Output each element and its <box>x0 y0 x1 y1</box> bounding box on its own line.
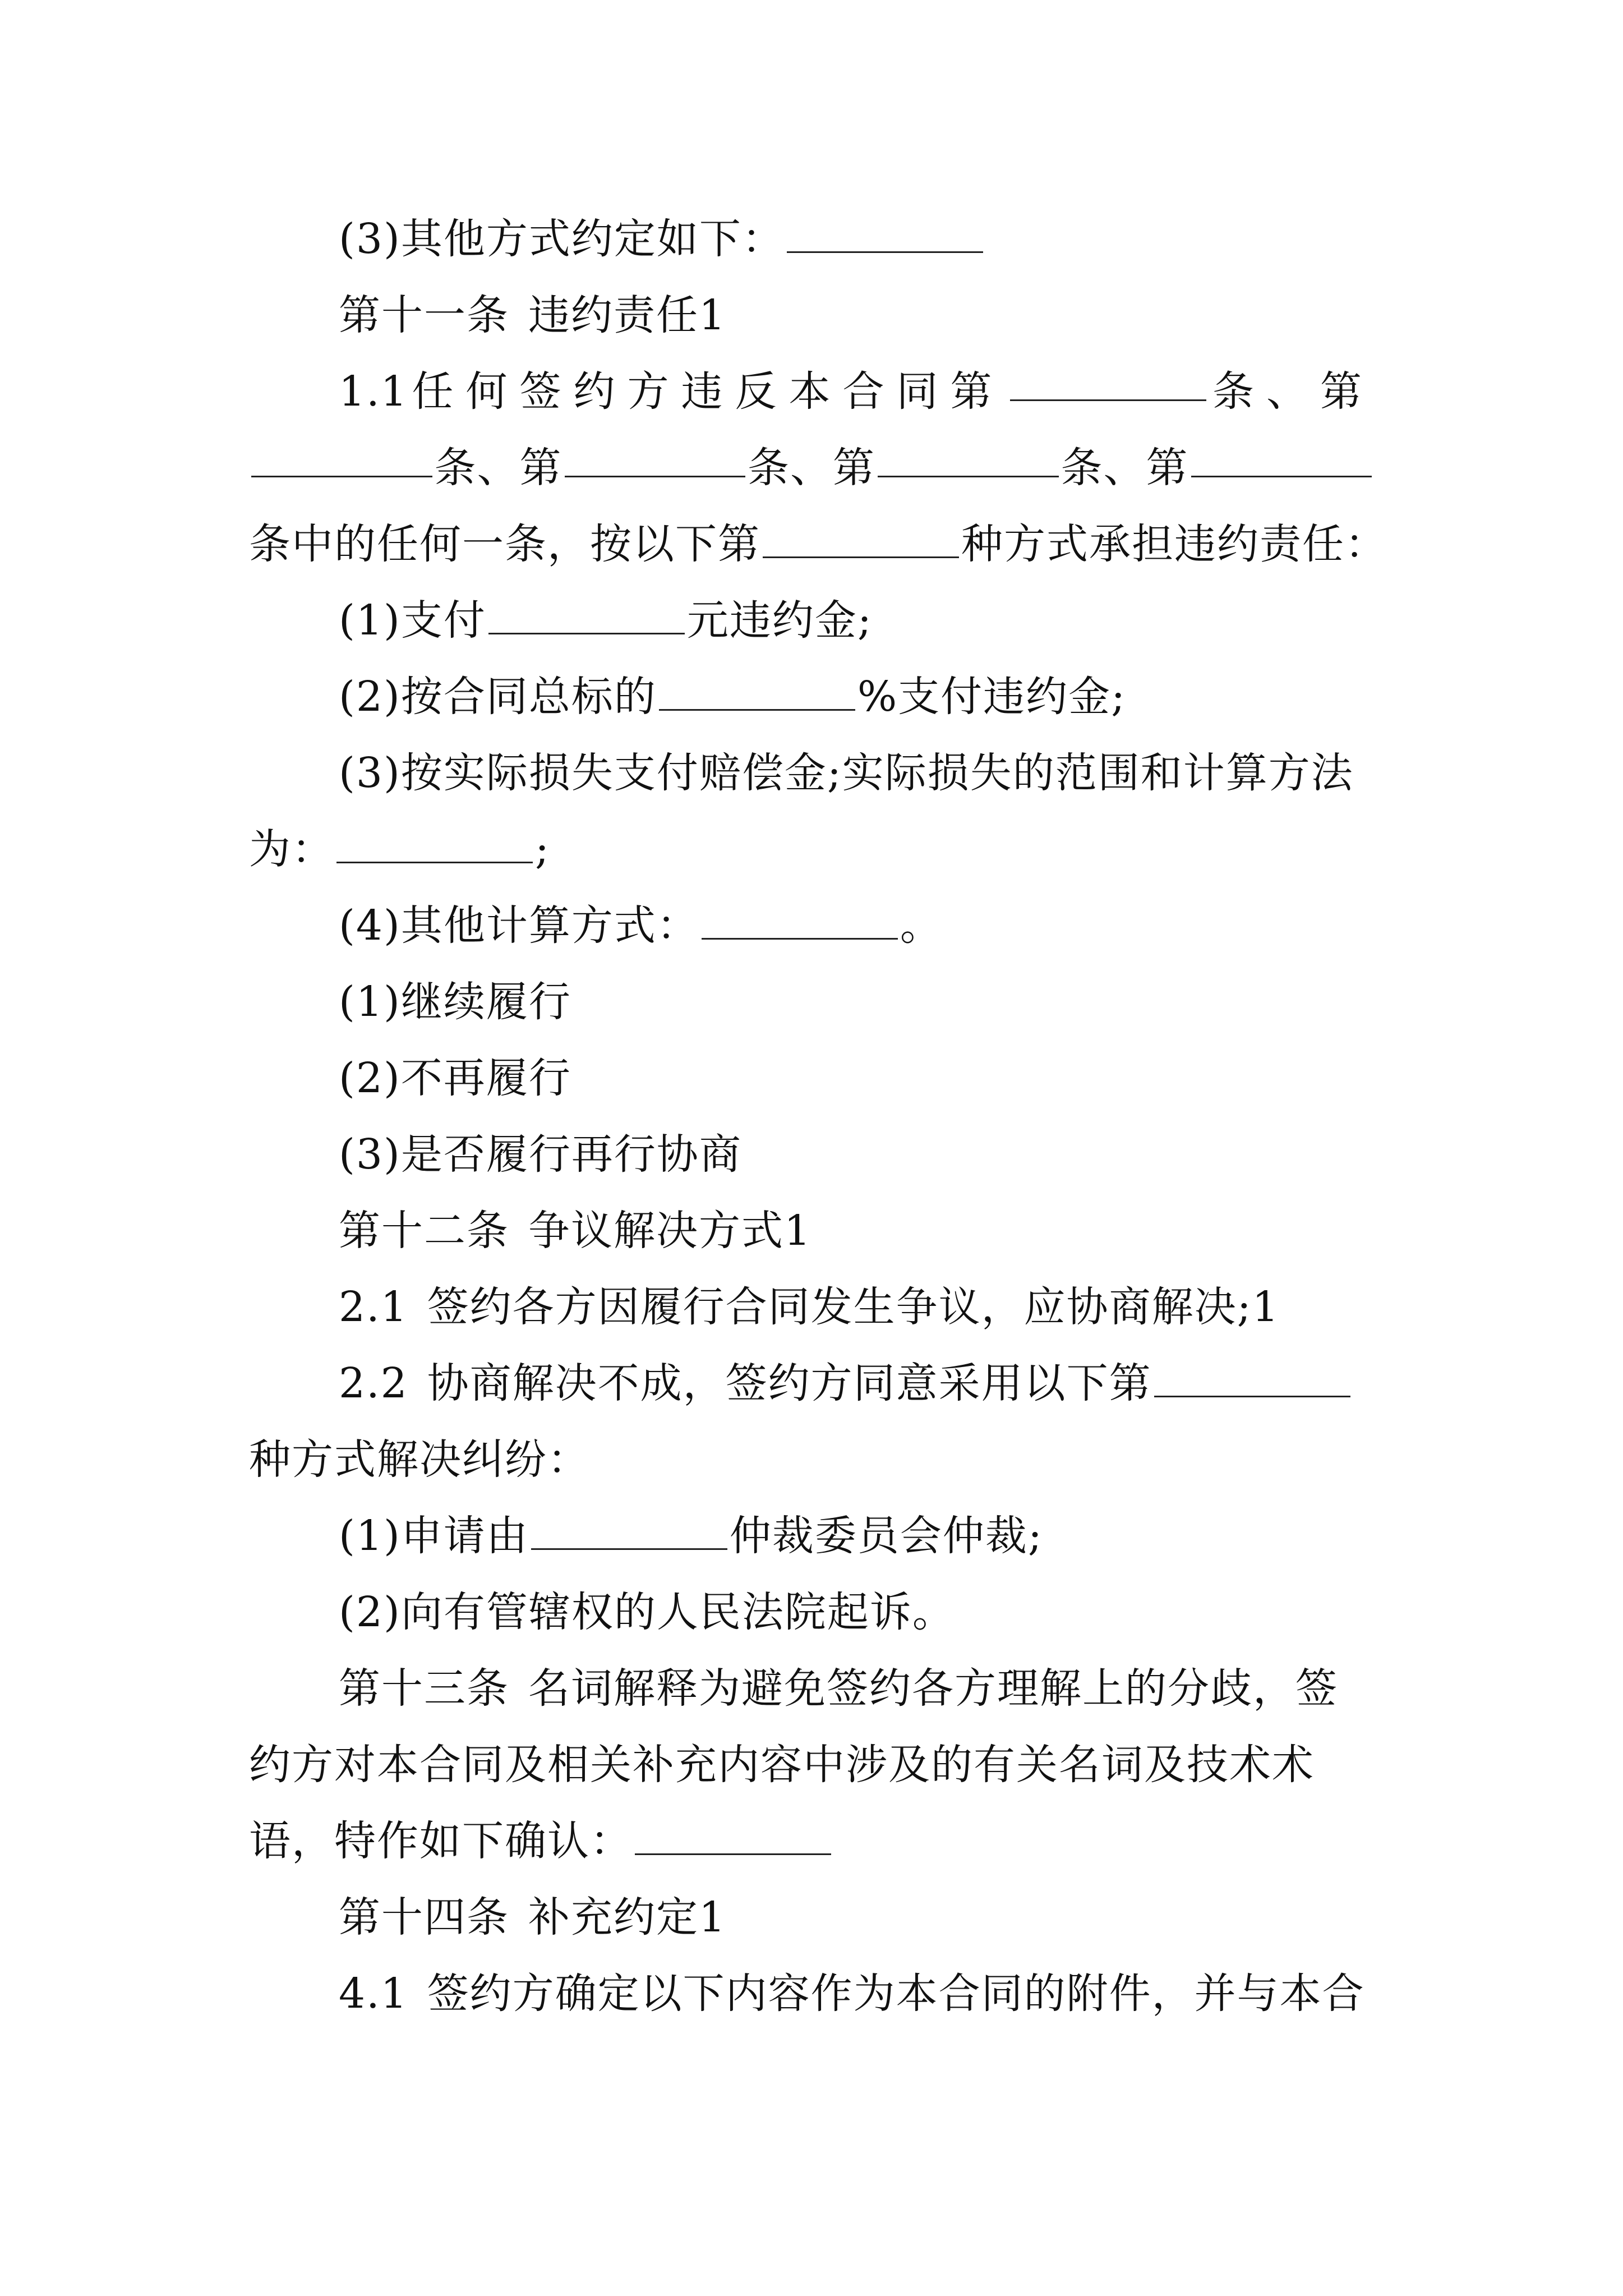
clause-text: 协商解决不成，签约方同意采用以下第 <box>427 1359 1152 1407</box>
fill-in-blank <box>1191 434 1372 477</box>
clause-number: 2.1 <box>339 1283 408 1331</box>
clause-text: 种方式解决纠纷： <box>249 1435 590 1484</box>
fill-in-blank <box>488 591 685 634</box>
clause-text: 任何签约方违反本合同第 <box>412 367 1004 416</box>
fill-in-blank <box>702 896 898 940</box>
clause-number: 1.1 <box>339 367 408 416</box>
fill-in-blank <box>531 1507 727 1550</box>
clause-text: (2)按合同总标的 <box>339 673 657 721</box>
article-number: 第十一条 <box>339 291 509 339</box>
clause-line <box>339 587 873 654</box>
clause-text: %支付违约金; <box>857 673 1127 721</box>
clause-text: 条、第 <box>1212 367 1374 416</box>
clause-text: (3)按实际损失支付赔偿金;实际损失的范围和计算方法 <box>339 749 1354 797</box>
clause-line <box>339 1273 1280 1341</box>
fill-in-blank <box>763 515 959 558</box>
clause-text: ; <box>535 825 550 873</box>
clause-text: (3)其他方式约定如下： <box>339 215 785 263</box>
clause-line <box>339 1350 1353 1417</box>
clause-line <box>339 663 1126 730</box>
clause-line <box>249 1426 590 1493</box>
clause-text: 条、第 <box>434 444 562 492</box>
article-number: 第十三条 <box>339 1664 509 1713</box>
fill-in-blank <box>878 434 1059 477</box>
clause-line <box>339 1960 1365 2027</box>
article-title: 违约责任1 <box>528 291 727 339</box>
article-number: 第十四条 <box>339 1893 509 1941</box>
clause-number: 4.1 <box>339 1970 408 2018</box>
clause-text: 条中的任何一条，按以下第 <box>249 520 760 568</box>
clause-text: 条、第 <box>748 444 875 492</box>
article-title: 补充约定1 <box>528 1893 727 1941</box>
clause-text: (1)申请由 <box>339 1512 529 1560</box>
fill-in-blank <box>251 434 432 477</box>
clause-line <box>339 1045 571 1112</box>
clause-text: (1)继续履行 <box>339 978 571 1026</box>
clause-text: (2)不再履行 <box>339 1054 571 1102</box>
article-heading <box>339 1884 726 1951</box>
clause-text: 种方式承担违约责任： <box>961 520 1387 568</box>
fill-in-blank <box>787 210 983 253</box>
fill-in-blank <box>1010 358 1206 401</box>
article-number: 第十二条 <box>339 1207 509 1255</box>
clause-text: 元违约金; <box>686 596 873 645</box>
clause-text: (1)支付 <box>339 596 486 645</box>
clause-line <box>249 510 1387 578</box>
clause-line <box>249 816 550 883</box>
clause-number: 2.2 <box>339 1359 408 1407</box>
clause-line <box>339 205 985 273</box>
clause-text: 为： <box>249 825 334 873</box>
clause-text: (2)向有管辖权的人民法院起诉。 <box>339 1588 955 1636</box>
clause-line <box>249 434 1374 501</box>
clause-line <box>339 1579 955 1646</box>
clause-text: 语，特作如下确认： <box>249 1817 633 1865</box>
clause-line <box>339 358 1374 425</box>
fill-in-blank <box>659 668 855 711</box>
clause-text: 约方对本合同及相关补充内容中涉及的有关名词及技术术 <box>249 1741 1315 1789</box>
fill-in-blank <box>1154 1354 1350 1397</box>
clause-line <box>339 739 1354 807</box>
clause-line <box>249 1731 1315 1798</box>
clause-text: 条、第 <box>1061 444 1189 492</box>
clause-line <box>339 968 571 1036</box>
fill-in-blank <box>635 1812 831 1855</box>
clause-text: 签约各方因履行合同发生争议，应协商解决;1 <box>427 1283 1280 1331</box>
article-heading <box>339 1655 1338 1722</box>
fill-in-blank <box>565 434 746 477</box>
clause-line <box>249 1807 833 1875</box>
clause-text: 。 <box>900 901 943 950</box>
clause-line <box>339 1502 1043 1570</box>
clause-line <box>339 1121 742 1188</box>
clause-text: 仲裁委员会仲裁; <box>729 1512 1043 1560</box>
clause-text: 名词解释为避免签约各方理解上的分歧，签 <box>528 1664 1338 1713</box>
clause-text: (3)是否履行再行协商 <box>339 1130 742 1179</box>
article-title: 争议解决方式1 <box>528 1207 812 1255</box>
fill-in-blank <box>336 820 533 863</box>
clause-text: 签约方确定以下内容作为本合同的附件，并与本合 <box>427 1970 1365 2018</box>
clause-text: (4)其他计算方式： <box>339 901 699 950</box>
clause-line <box>339 892 943 959</box>
article-heading <box>339 282 726 349</box>
article-heading <box>339 1197 811 1264</box>
